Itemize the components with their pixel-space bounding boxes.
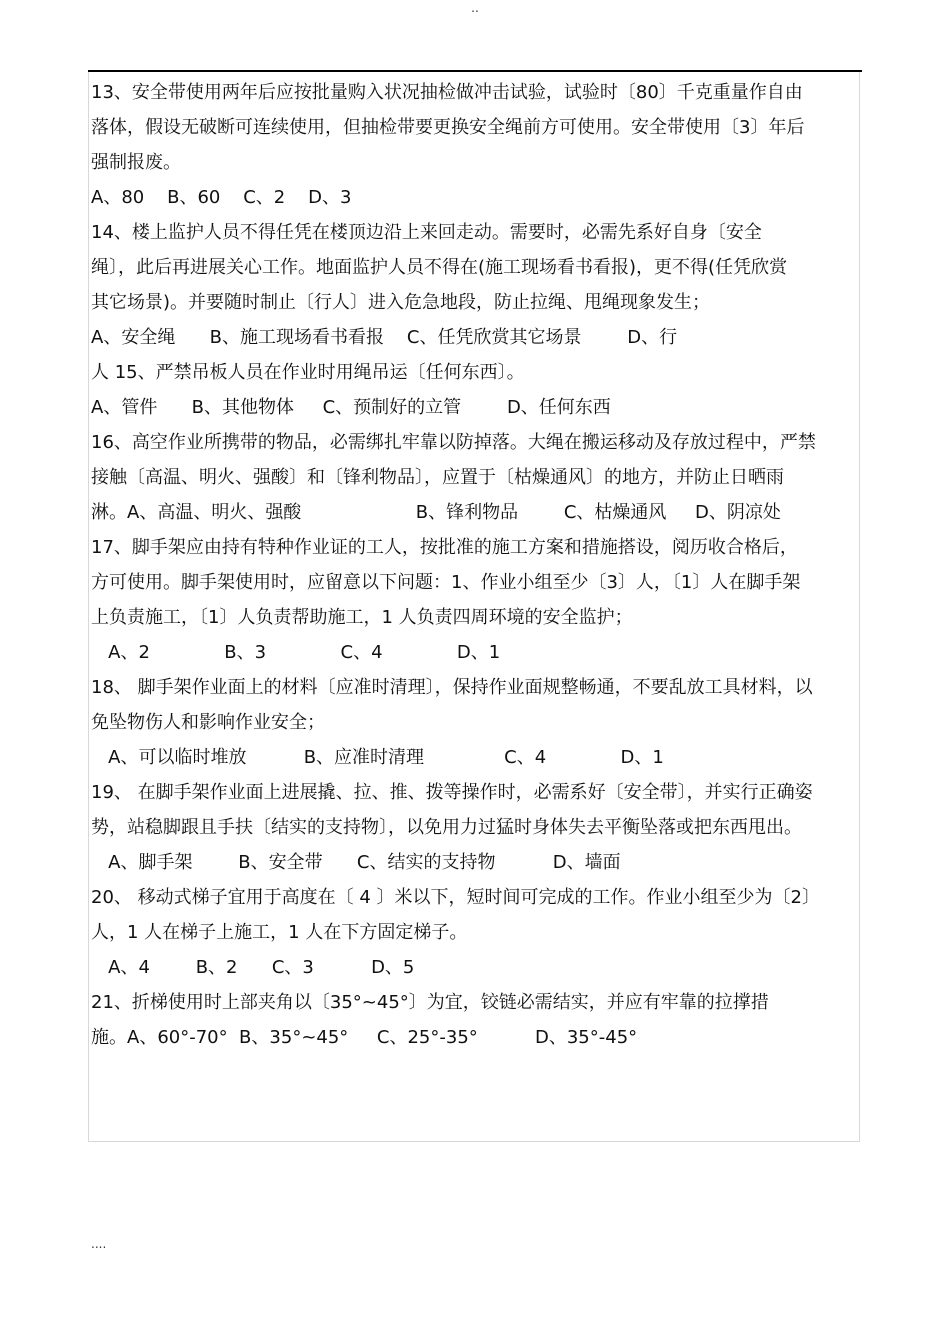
text-line: 13、安全带使用两年后应按批量购入状况抽检做冲击试验，试验时〔80〕千克重量作自由 <box>91 82 803 103</box>
text-line: 强制报废。 <box>91 152 181 173</box>
text-line: 21、折梯使用时上部夹角以〔35°~45°〕为宜，铰链必需结实，并应有牢靠的拉撑措 <box>91 992 769 1013</box>
text-line: 落体，假设无破断可连续使用，但抽检带要更换安全绳前方可使用。安全带使用〔3〕年后 <box>91 117 805 138</box>
text-line: 18、 脚手架作业面上的材料〔应准时清理〕，保持作业面规整畅通，不要乱放工具材料，以 <box>91 677 813 698</box>
header-mark: .. <box>471 1 479 15</box>
text-line: 17、脚手架应由持有特种作业证的工人，按批准的施工方案和措施搭设，阅历收合格后， <box>91 537 798 558</box>
text-line: 势，站稳脚跟且手扶〔结实的支持物〕，以免用力过猛时身体失去平衡坠落或把东西甩出。 <box>91 817 802 838</box>
text-line: 20、 移动式梯子宜用于高度在〔 4 〕米以下，短时间可完成的工作。作业小组至少为〔2〕 <box>91 887 820 908</box>
text-line: 16、高空作业所携带的物品，必需绑扎牢靠以防掉落。大绳在搬运移动及存放过程中，严禁 <box>91 432 816 453</box>
answer-options: A、2 B、3 C、4 D、1 <box>91 642 501 663</box>
text-line: 绳〕，此后再进展关心工作。地面监护人员不得在(施工现场看书看报)，更不得(任凭欣赏 <box>91 257 788 278</box>
text-line: 人 15、严禁吊板人员在作业时用绳吊运〔任何东西〕。 <box>91 362 525 383</box>
document-body <box>91 75 866 1055</box>
answer-options: A、管件 B、其他物体 C、预制好的立管 D、任何东西 <box>91 397 611 418</box>
text-line: 免坠物伤人和影响作业安全； <box>91 712 325 733</box>
text-line: 接触〔高温、明火、强酸〕和〔锋利物品〕，应置于〔枯燥通风〕的地方，并防止日晒雨 <box>91 467 784 488</box>
footer-mark: .... <box>91 1237 107 1251</box>
text-line: 14、楼上监护人员不得任凭在楼顶边沿上来回走动。需要时，必需先系好自身〔安全 <box>91 222 762 243</box>
text-line: 施。A、60°-70° B、35°~45° C、25°-35° D、35°-45° <box>91 1027 638 1048</box>
text-line: 人，1 人在梯子上施工，1 人在下方固定梯子。 <box>91 922 468 943</box>
answer-options: A、可以临时堆放 B、应准时清理 C、4 D、1 <box>91 747 664 768</box>
text-line: 淋。A、高温、明火、强酸 B、锋利物品 C、枯燥通风 D、阴凉处 <box>91 502 781 523</box>
text-line: 19、 在脚手架作业面上进展撬、拉、推、拨等操作时，必需系好〔安全带〕，并实行正确姿 <box>91 782 813 803</box>
text-line: 上负责施工，〔1〕人负责帮助施工，1 人负责四周环境的安全监护； <box>91 607 633 628</box>
answer-options: A、80 B、60 C、2 D、3 <box>91 187 352 208</box>
text-line: 其它场景)。并要随时制止〔行人〕进入危急地段，防止拉绳、甩绳现象发生； <box>91 292 711 313</box>
answer-options: A、脚手架 B、安全带 C、结实的支持物 D、墙面 <box>91 852 621 873</box>
answer-options: A、4 B、2 C、3 D、5 <box>91 957 415 978</box>
text-line: 方可使用。脚手架使用时，应留意以下问题：1、作业小组至少〔3〕人，〔1〕人在脚手架 <box>91 572 801 593</box>
answer-options: A、安全绳 B、施工现场看书看报 C、任凭欣赏其它场景 D、行 <box>91 327 678 348</box>
